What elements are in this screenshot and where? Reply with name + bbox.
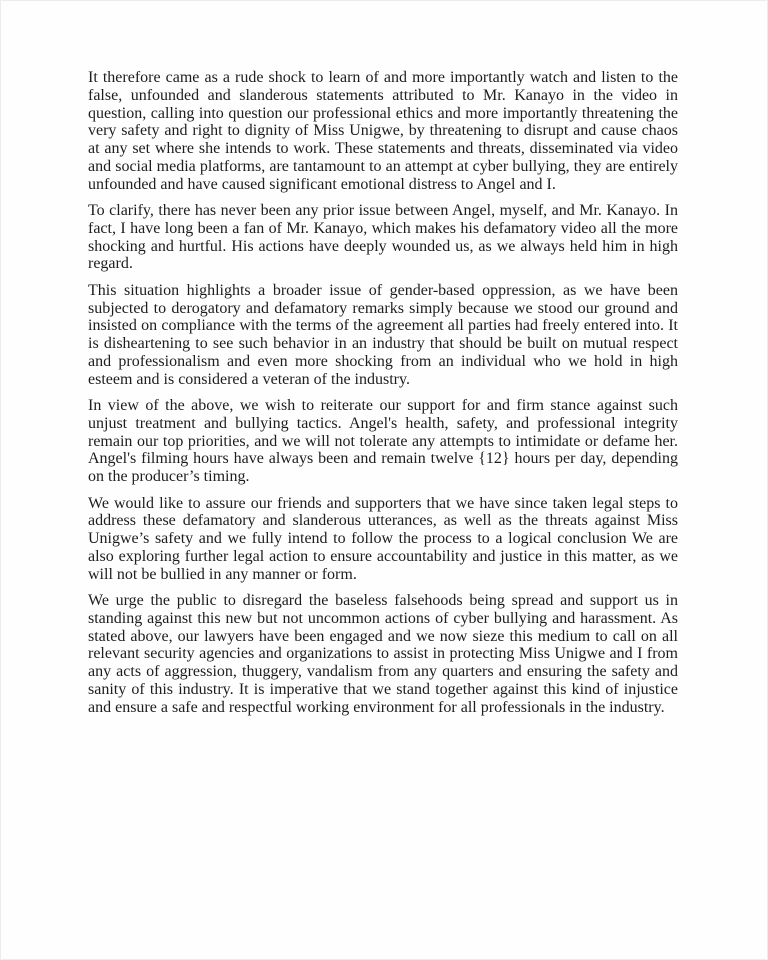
paragraph-shock-statement: It therefore came as a rude shock to learn of and more importantly watch and listen to the false, unfounded and slanderous statements attributed to Mr. Kanayo in the video in question, calling into question our professional ethics and more importantly threatening the very safety and right to dignity of Miss Unigwe, by threatening to disrupt and cause chaos at any set where she intends to work. These statements and threats, disseminated via video and social media platforms, are tantamount to an attempt at cyber bullying, they are entirely unfounded and have caused significant emotional distress to Angel and I. (88, 69, 678, 193)
paragraph-firm-stance: In view of the above, we wish to reiterate our support for and firm stance against such unjust treatment and bullying tactics. Angel's health, safety, and professional integrity remain our top priorities, and we will not tolerate any attempts to intimidate or defame her. Angel's filming hours have always been and remain twelve {12} hours per day, depending on the producer’s timing. (88, 397, 678, 486)
statement-text-block (88, 69, 678, 717)
paragraph-clarification: To clarify, there has never been any prior issue between Angel, myself, and Mr. Kanayo. In fact, I have long been a fan of Mr. Kanayo, which makes his defamatory video all the more shocking and hurtful. His actions have deeply wounded us, as we always held him in high regard. (88, 202, 678, 273)
paragraph-gender-oppression: This situation highlights a broader issue of gender-based oppression, as we have been subjected to derogatory and defamatory remarks simply because we stood our ground and insisted on compliance with the terms of the agreement all parties had freely entered into. It is disheartening to see such behavior in an industry that should be built on mutual respect and professionalism and even more shocking from an individual who we hold in high esteem and is considered a veteran of the industry. (88, 281, 678, 388)
paragraph-public-appeal: We urge the public to disregard the baseless falsehoods being spread and support us in standing against this new but not uncommon actions of cyber bullying and harassment. As stated above, our lawyers have been engaged and we now sieze this medium to call on all relevant security agencies and organizations to assist in protecting Miss Unigwe and I from any acts of aggression, thuggery, vandalism from any quarters and ensuring the safety and sanity of this industry. It is imperative that we stand together against this kind of injustice and ensure a safe and respectful working environment for all professionals in the industry. (88, 592, 678, 716)
paragraph-legal-steps: We would like to assure our friends and supporters that we have since taken legal steps to address these defamatory and slanderous utterances, as well as the threats against Miss Unigwe’s safety and we fully intend to follow the process to a logical conclusion We are also exploring further legal action to ensure accountability and justice in this matter, as we will not be bullied in any manner or form. (88, 494, 678, 583)
